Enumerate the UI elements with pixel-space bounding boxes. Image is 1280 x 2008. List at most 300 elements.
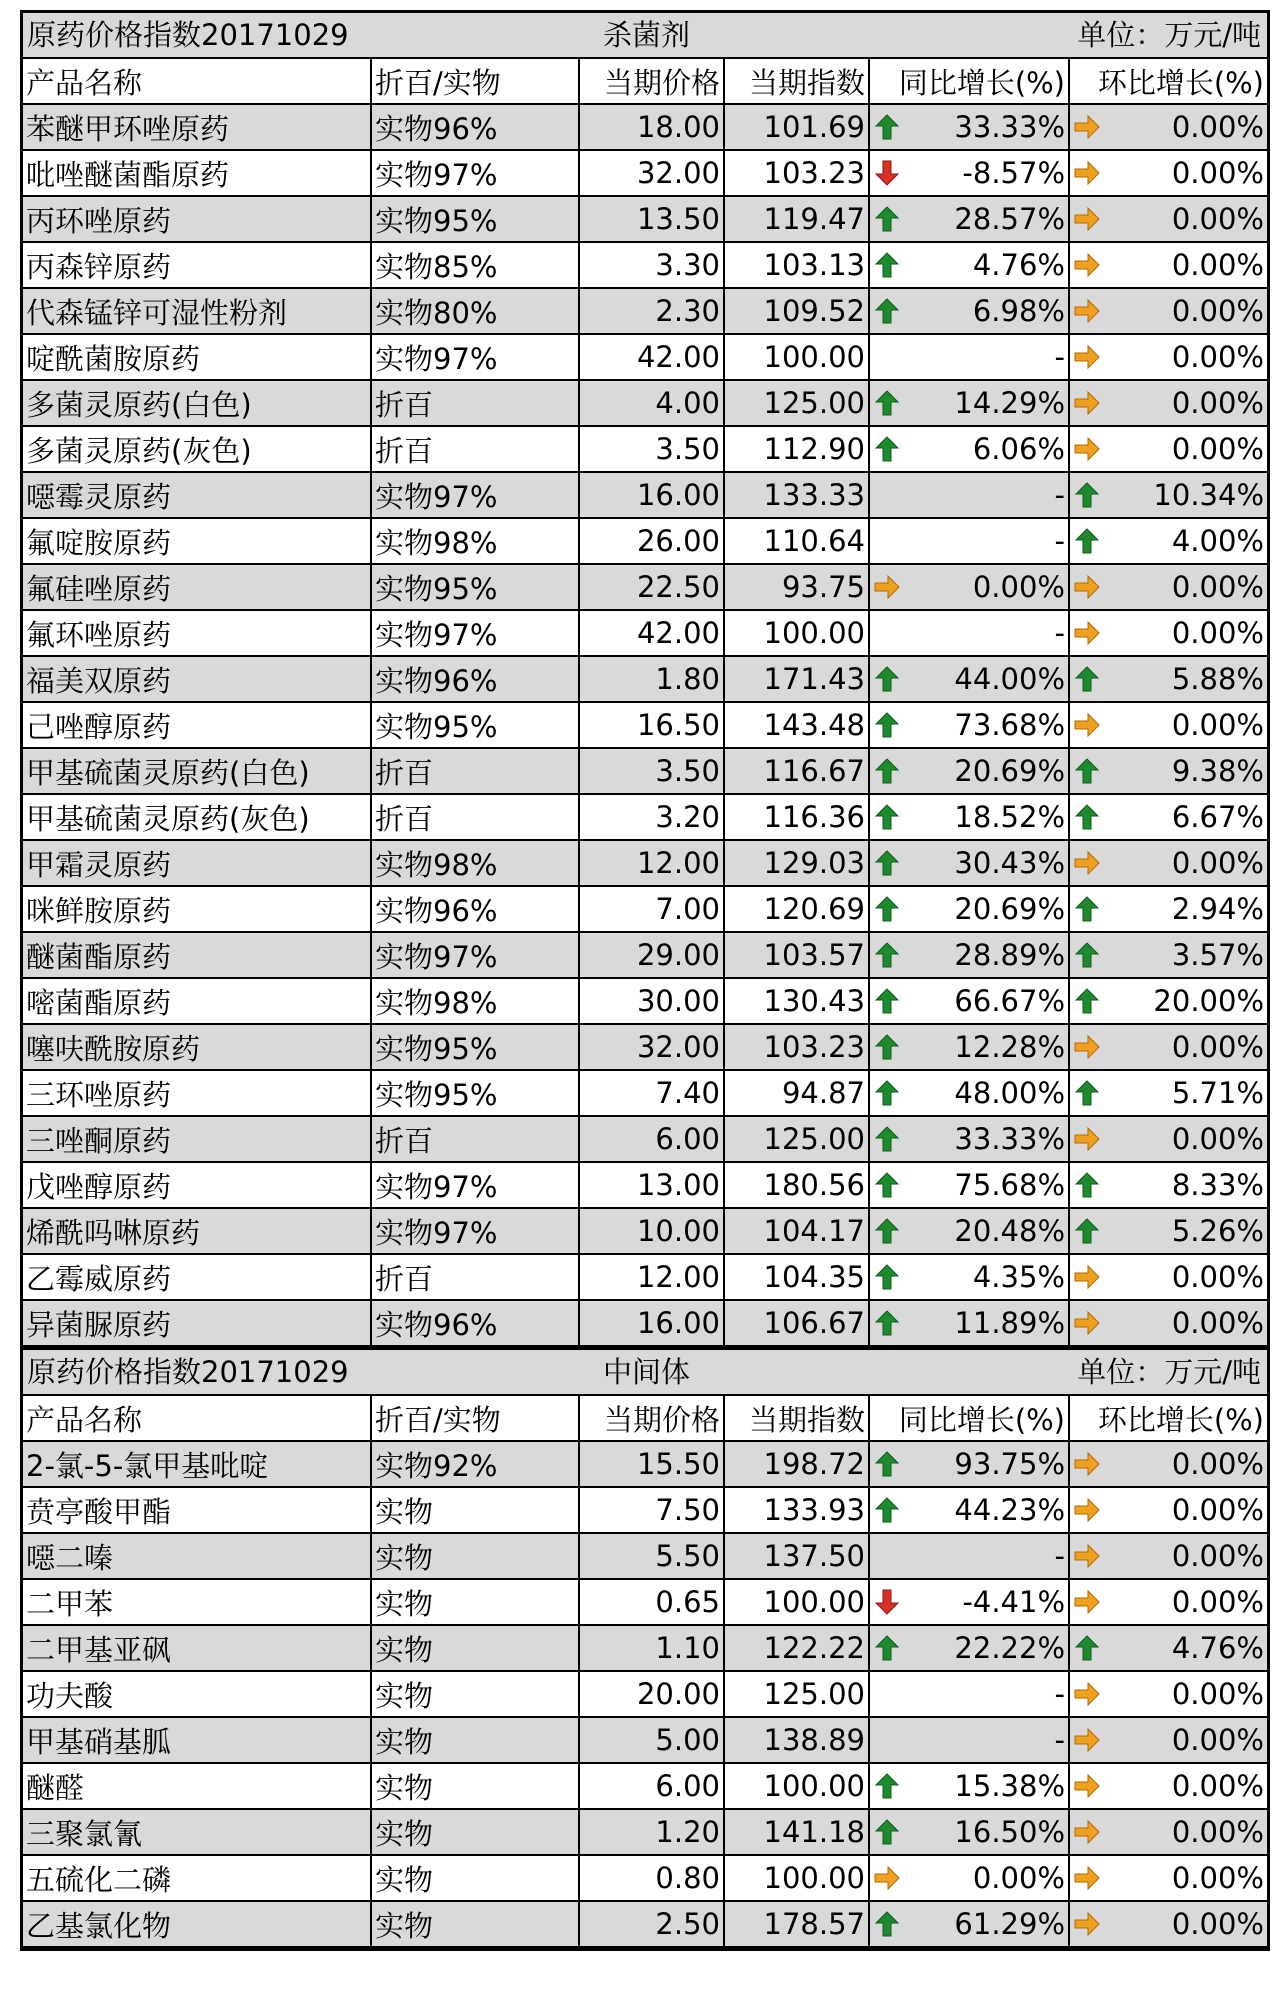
yoy-value: 0.00% xyxy=(972,1861,1065,1895)
table-row xyxy=(23,1487,1267,1533)
table-row xyxy=(23,702,1267,748)
product-spec: 实物96% xyxy=(371,1300,579,1346)
mom-value: 0.00% xyxy=(1171,1677,1264,1711)
table-row xyxy=(23,426,1267,472)
current-price: 3.20 xyxy=(579,794,724,840)
table-row xyxy=(23,1208,1267,1254)
mom-growth xyxy=(1069,564,1267,610)
product-spec: 实物98% xyxy=(371,978,579,1024)
mom-value: 0.00% xyxy=(1171,570,1264,604)
yoy-growth xyxy=(869,150,1069,196)
yoy-growth xyxy=(869,1070,1069,1116)
current-price: 32.00 xyxy=(579,1024,724,1070)
product-name: 三唑酮原药 xyxy=(23,1116,371,1162)
yoy-value: - xyxy=(1054,340,1065,374)
yoy-growth xyxy=(869,1809,1069,1855)
up-arrow-icon xyxy=(874,1080,900,1106)
up-arrow-icon xyxy=(874,896,900,922)
mom-growth xyxy=(1069,1855,1267,1901)
mom-growth xyxy=(1069,1671,1267,1717)
mom-value: 0.00% xyxy=(1171,1907,1264,1941)
current-index: 104.17 xyxy=(724,1208,869,1254)
product-spec: 实物 xyxy=(371,1717,579,1763)
section-category: 中间体 xyxy=(603,1355,691,1389)
mom-growth xyxy=(1069,794,1267,840)
header-price: 当期价格 xyxy=(579,59,724,104)
yoy-growth xyxy=(869,518,1069,564)
yoy-growth xyxy=(869,978,1069,1024)
up-arrow-icon xyxy=(874,1911,900,1937)
product-name: 2-氯-5-氯甲基吡啶 xyxy=(23,1441,371,1487)
product-spec: 实物96% xyxy=(371,886,579,932)
yoy-growth xyxy=(869,1254,1069,1300)
current-price: 18.00 xyxy=(579,104,724,150)
yoy-growth xyxy=(869,1487,1069,1533)
current-price: 15.50 xyxy=(579,1441,724,1487)
up-arrow-icon xyxy=(1074,758,1100,784)
current-price: 1.20 xyxy=(579,1809,724,1855)
up-arrow-icon xyxy=(874,942,900,968)
product-spec: 实物95% xyxy=(371,564,579,610)
right-arrow-icon xyxy=(1074,1497,1100,1523)
right-arrow-icon xyxy=(1074,1865,1100,1891)
yoy-growth xyxy=(869,1901,1069,1947)
table-row xyxy=(23,1116,1267,1162)
right-arrow-icon xyxy=(1074,1819,1100,1845)
right-arrow-icon xyxy=(1074,1589,1100,1615)
yoy-value: 11.89% xyxy=(954,1306,1065,1340)
current-price: 0.80 xyxy=(579,1855,724,1901)
price-index-sheet xyxy=(20,10,1270,1951)
up-arrow-icon xyxy=(1074,896,1100,922)
product-name: 丙环唑原药 xyxy=(23,196,371,242)
section-fungicide xyxy=(20,10,1270,1347)
mom-value: 0.00% xyxy=(1171,1260,1264,1294)
table-row xyxy=(23,1671,1267,1717)
header-yoy: 同比增长(%) xyxy=(869,1396,1069,1441)
right-arrow-icon xyxy=(874,574,900,600)
yoy-value: 20.48% xyxy=(954,1214,1065,1248)
yoy-value: 28.57% xyxy=(954,202,1065,236)
mom-growth xyxy=(1069,1579,1267,1625)
mom-growth xyxy=(1069,1901,1267,1947)
product-name: 多菌灵原药(白色) xyxy=(23,380,371,426)
yoy-value: 20.69% xyxy=(954,892,1065,926)
product-spec: 实物 xyxy=(371,1901,579,1947)
current-price: 16.00 xyxy=(579,472,724,518)
mom-value: 2.94% xyxy=(1171,892,1264,926)
right-arrow-icon xyxy=(1074,344,1100,370)
up-arrow-icon xyxy=(874,1635,900,1661)
yoy-growth xyxy=(869,380,1069,426)
table-row xyxy=(23,1809,1267,1855)
product-spec: 实物 xyxy=(371,1763,579,1809)
product-spec: 实物96% xyxy=(371,104,579,150)
product-spec: 实物97% xyxy=(371,610,579,656)
table-row xyxy=(23,1441,1267,1487)
header-spec: 折百/实物 xyxy=(371,59,579,104)
yoy-value: 33.33% xyxy=(954,110,1065,144)
product-name: 氟环唑原药 xyxy=(23,610,371,656)
mom-growth xyxy=(1069,1809,1267,1855)
table-row xyxy=(23,1763,1267,1809)
mom-value: 0.00% xyxy=(1171,202,1264,236)
product-name: 噁霉灵原药 xyxy=(23,472,371,518)
right-arrow-icon xyxy=(1074,1773,1100,1799)
current-index: 94.87 xyxy=(724,1070,869,1116)
mom-growth xyxy=(1069,932,1267,978)
down-arrow-icon xyxy=(874,160,900,186)
current-price: 42.00 xyxy=(579,610,724,656)
yoy-value: 48.00% xyxy=(954,1076,1065,1110)
right-arrow-icon xyxy=(1074,1451,1100,1477)
yoy-value: 75.68% xyxy=(954,1168,1065,1202)
product-spec: 实物98% xyxy=(371,518,579,564)
mom-growth xyxy=(1069,1717,1267,1763)
yoy-growth xyxy=(869,748,1069,794)
product-name: 氟硅唑原药 xyxy=(23,564,371,610)
current-price: 42.00 xyxy=(579,334,724,380)
section-intermediate xyxy=(20,1347,1270,1951)
mom-value: 0.00% xyxy=(1171,294,1264,328)
mom-growth xyxy=(1069,104,1267,150)
current-index: 100.00 xyxy=(724,1855,869,1901)
section-title-row xyxy=(23,13,1267,59)
yoy-value: 22.22% xyxy=(954,1631,1065,1665)
up-arrow-icon xyxy=(874,1034,900,1060)
current-index: 100.00 xyxy=(724,334,869,380)
mom-growth xyxy=(1069,1254,1267,1300)
current-index: 125.00 xyxy=(724,1116,869,1162)
table-row xyxy=(23,380,1267,426)
yoy-value: -4.41% xyxy=(962,1585,1065,1619)
yoy-value: 0.00% xyxy=(972,570,1065,604)
header-mom: 环比增长(%) xyxy=(1069,59,1267,104)
section-title: 原药价格指数20171029 xyxy=(27,18,349,52)
yoy-growth xyxy=(869,1208,1069,1254)
mom-growth xyxy=(1069,242,1267,288)
yoy-growth xyxy=(869,1533,1069,1579)
current-index: 133.33 xyxy=(724,472,869,518)
yoy-growth xyxy=(869,932,1069,978)
table-row xyxy=(23,564,1267,610)
table-row xyxy=(23,1717,1267,1763)
product-spec: 实物 xyxy=(371,1855,579,1901)
product-name: 嘧菌酯原药 xyxy=(23,978,371,1024)
product-spec: 实物85% xyxy=(371,242,579,288)
price-table xyxy=(23,1396,1267,1948)
up-arrow-icon xyxy=(874,1497,900,1523)
current-index: 122.22 xyxy=(724,1625,869,1671)
mom-value: 10.34% xyxy=(1153,478,1264,512)
right-arrow-icon xyxy=(1074,620,1100,646)
yoy-value: - xyxy=(1054,1723,1065,1757)
current-price: 16.00 xyxy=(579,1300,724,1346)
yoy-value: 6.98% xyxy=(972,294,1065,328)
product-name: 五硫化二磷 xyxy=(23,1855,371,1901)
current-index: 100.00 xyxy=(724,610,869,656)
yoy-value: 33.33% xyxy=(954,1122,1065,1156)
current-price: 7.50 xyxy=(579,1487,724,1533)
table-row xyxy=(23,242,1267,288)
current-index: 110.64 xyxy=(724,518,869,564)
mom-growth xyxy=(1069,978,1267,1024)
current-index: 180.56 xyxy=(724,1162,869,1208)
mom-value: 5.88% xyxy=(1171,662,1264,696)
current-price: 3.30 xyxy=(579,242,724,288)
product-spec: 实物 xyxy=(371,1487,579,1533)
current-index: 93.75 xyxy=(724,564,869,610)
mom-value: 3.57% xyxy=(1171,938,1264,972)
mom-growth xyxy=(1069,1441,1267,1487)
table-row xyxy=(23,518,1267,564)
product-name: 三聚氯氰 xyxy=(23,1809,371,1855)
mom-growth xyxy=(1069,518,1267,564)
mom-value: 0.00% xyxy=(1171,1493,1264,1527)
product-name: 咪鲜胺原药 xyxy=(23,886,371,932)
table-row xyxy=(23,1855,1267,1901)
mom-value: 0.00% xyxy=(1171,1861,1264,1895)
mom-value: 0.00% xyxy=(1171,1769,1264,1803)
right-arrow-icon xyxy=(1074,1310,1100,1336)
product-spec: 实物97% xyxy=(371,932,579,978)
yoy-growth xyxy=(869,1717,1069,1763)
yoy-growth xyxy=(869,334,1069,380)
up-arrow-icon xyxy=(874,390,900,416)
yoy-growth xyxy=(869,1300,1069,1346)
right-arrow-icon xyxy=(1074,252,1100,278)
yoy-growth xyxy=(869,656,1069,702)
yoy-value: - xyxy=(1054,478,1065,512)
mom-growth xyxy=(1069,1208,1267,1254)
mom-value: 0.00% xyxy=(1171,1815,1264,1849)
up-arrow-icon xyxy=(874,1126,900,1152)
current-index: 104.35 xyxy=(724,1254,869,1300)
table-row xyxy=(23,1901,1267,1947)
section-title: 原药价格指数20171029 xyxy=(27,1355,349,1389)
table-row xyxy=(23,1579,1267,1625)
yoy-growth xyxy=(869,610,1069,656)
current-index: 103.23 xyxy=(724,150,869,196)
mom-value: 0.00% xyxy=(1171,1585,1264,1619)
right-arrow-icon xyxy=(1074,1911,1100,1937)
product-name: 吡唑醚菌酯原药 xyxy=(23,150,371,196)
table-row xyxy=(23,150,1267,196)
up-arrow-icon xyxy=(1074,528,1100,554)
section-category: 杀菌剂 xyxy=(603,18,691,52)
yoy-growth xyxy=(869,564,1069,610)
product-spec: 实物 xyxy=(371,1625,579,1671)
mom-growth xyxy=(1069,380,1267,426)
yoy-value: - xyxy=(1054,1539,1065,1573)
table-row xyxy=(23,886,1267,932)
right-arrow-icon xyxy=(1074,574,1100,600)
table-row xyxy=(23,978,1267,1024)
yoy-value: 30.43% xyxy=(954,846,1065,880)
yoy-value: 15.38% xyxy=(954,1769,1065,1803)
mom-growth xyxy=(1069,1070,1267,1116)
table-row xyxy=(23,748,1267,794)
product-spec: 实物 xyxy=(371,1579,579,1625)
yoy-value: 44.00% xyxy=(954,662,1065,696)
mom-growth xyxy=(1069,1763,1267,1809)
mom-value: 20.00% xyxy=(1153,984,1264,1018)
section-unit: 单位：万元/吨 xyxy=(1077,18,1261,52)
mom-growth xyxy=(1069,1487,1267,1533)
current-index: 100.00 xyxy=(724,1763,869,1809)
product-name: 啶酰菌胺原药 xyxy=(23,334,371,380)
table-body xyxy=(23,104,1267,1346)
product-spec: 实物97% xyxy=(371,1162,579,1208)
yoy-growth xyxy=(869,1116,1069,1162)
up-arrow-icon xyxy=(874,436,900,462)
table-row xyxy=(23,1533,1267,1579)
up-arrow-icon xyxy=(874,988,900,1014)
product-spec: 折百 xyxy=(371,426,579,472)
up-arrow-icon xyxy=(1074,1080,1100,1106)
current-price: 7.00 xyxy=(579,886,724,932)
current-price: 12.00 xyxy=(579,840,724,886)
current-index: 116.67 xyxy=(724,748,869,794)
up-arrow-icon xyxy=(874,1451,900,1477)
product-name: 贲亭酸甲酯 xyxy=(23,1487,371,1533)
mom-growth xyxy=(1069,1116,1267,1162)
product-spec: 实物98% xyxy=(371,840,579,886)
current-price: 13.00 xyxy=(579,1162,724,1208)
mom-value: 0.00% xyxy=(1171,1539,1264,1573)
yoy-growth xyxy=(869,840,1069,886)
product-name: 福美双原药 xyxy=(23,656,371,702)
current-index: 130.43 xyxy=(724,978,869,1024)
table-row xyxy=(23,1625,1267,1671)
table-row xyxy=(23,1024,1267,1070)
yoy-growth xyxy=(869,1024,1069,1070)
current-index: 103.23 xyxy=(724,1024,869,1070)
product-spec: 实物95% xyxy=(371,702,579,748)
current-price: 5.50 xyxy=(579,1533,724,1579)
product-name: 三环唑原药 xyxy=(23,1070,371,1116)
yoy-growth xyxy=(869,1855,1069,1901)
mom-growth xyxy=(1069,702,1267,748)
right-arrow-icon xyxy=(1074,1681,1100,1707)
mom-value: 4.76% xyxy=(1171,1631,1264,1665)
up-arrow-icon xyxy=(1074,942,1100,968)
mom-growth xyxy=(1069,1300,1267,1346)
current-index: 137.50 xyxy=(724,1533,869,1579)
up-arrow-icon xyxy=(1074,988,1100,1014)
current-index: 178.57 xyxy=(724,1901,869,1947)
current-price: 1.10 xyxy=(579,1625,724,1671)
product-spec: 实物95% xyxy=(371,196,579,242)
current-price: 1.80 xyxy=(579,656,724,702)
mom-value: 0.00% xyxy=(1171,340,1264,374)
header-price: 当期价格 xyxy=(579,1396,724,1441)
mom-growth xyxy=(1069,1625,1267,1671)
up-arrow-icon xyxy=(1074,1218,1100,1244)
yoy-value: - xyxy=(1054,524,1065,558)
table-body xyxy=(23,1441,1267,1947)
mom-growth xyxy=(1069,1162,1267,1208)
header-mom: 环比增长(%) xyxy=(1069,1396,1267,1441)
yoy-growth xyxy=(869,794,1069,840)
mom-growth xyxy=(1069,886,1267,932)
current-price: 10.00 xyxy=(579,1208,724,1254)
mom-value: 8.33% xyxy=(1171,1168,1264,1202)
product-spec: 实物 xyxy=(371,1533,579,1579)
yoy-growth xyxy=(869,1441,1069,1487)
current-index: 143.48 xyxy=(724,702,869,748)
mom-value: 6.67% xyxy=(1171,800,1264,834)
product-name: 甲基硫菌灵原药(白色) xyxy=(23,748,371,794)
table-row xyxy=(23,932,1267,978)
mom-growth xyxy=(1069,1533,1267,1579)
mom-value: 0.00% xyxy=(1171,708,1264,742)
price-table xyxy=(23,59,1267,1347)
section-unit: 单位：万元/吨 xyxy=(1077,1355,1261,1389)
yoy-growth xyxy=(869,886,1069,932)
up-arrow-icon xyxy=(874,252,900,278)
current-price: 0.65 xyxy=(579,1579,724,1625)
mom-value: 4.00% xyxy=(1171,524,1264,558)
mom-value: 0.00% xyxy=(1171,1723,1264,1757)
product-name: 戊唑醇原药 xyxy=(23,1162,371,1208)
yoy-value: 73.68% xyxy=(954,708,1065,742)
up-arrow-icon xyxy=(874,206,900,232)
product-name: 甲基硝基胍 xyxy=(23,1717,371,1763)
product-spec: 实物97% xyxy=(371,150,579,196)
header-row xyxy=(23,1396,1267,1441)
product-name: 噁二嗪 xyxy=(23,1533,371,1579)
current-index: 129.03 xyxy=(724,840,869,886)
product-name: 噻呋酰胺原药 xyxy=(23,1024,371,1070)
mom-growth xyxy=(1069,472,1267,518)
current-price: 20.00 xyxy=(579,1671,724,1717)
yoy-growth xyxy=(869,1162,1069,1208)
yoy-value: 18.52% xyxy=(954,800,1065,834)
yoy-value: - xyxy=(1054,1677,1065,1711)
current-index: 116.36 xyxy=(724,794,869,840)
current-price: 3.50 xyxy=(579,426,724,472)
product-name: 甲基硫菌灵原药(灰色) xyxy=(23,794,371,840)
mom-value: 0.00% xyxy=(1171,248,1264,282)
yoy-value: 20.69% xyxy=(954,754,1065,788)
yoy-value: 61.29% xyxy=(954,1907,1065,1941)
mom-value: 0.00% xyxy=(1171,1030,1264,1064)
current-index: 138.89 xyxy=(724,1717,869,1763)
table-row xyxy=(23,334,1267,380)
header-row xyxy=(23,59,1267,104)
mom-value: 0.00% xyxy=(1171,1447,1264,1481)
table-row xyxy=(23,1070,1267,1116)
current-index: 125.00 xyxy=(724,380,869,426)
product-spec: 折百 xyxy=(371,794,579,840)
table-row xyxy=(23,104,1267,150)
yoy-growth xyxy=(869,1763,1069,1809)
current-price: 30.00 xyxy=(579,978,724,1024)
product-spec: 实物97% xyxy=(371,1208,579,1254)
current-price: 16.50 xyxy=(579,702,724,748)
current-index: 120.69 xyxy=(724,886,869,932)
mom-value: 0.00% xyxy=(1171,1306,1264,1340)
table-row xyxy=(23,196,1267,242)
up-arrow-icon xyxy=(1074,482,1100,508)
header-yoy: 同比增长(%) xyxy=(869,59,1069,104)
current-index: 198.72 xyxy=(724,1441,869,1487)
yoy-value: 16.50% xyxy=(954,1815,1065,1849)
up-arrow-icon xyxy=(874,1264,900,1290)
right-arrow-icon xyxy=(1074,390,1100,416)
right-arrow-icon xyxy=(1074,1264,1100,1290)
